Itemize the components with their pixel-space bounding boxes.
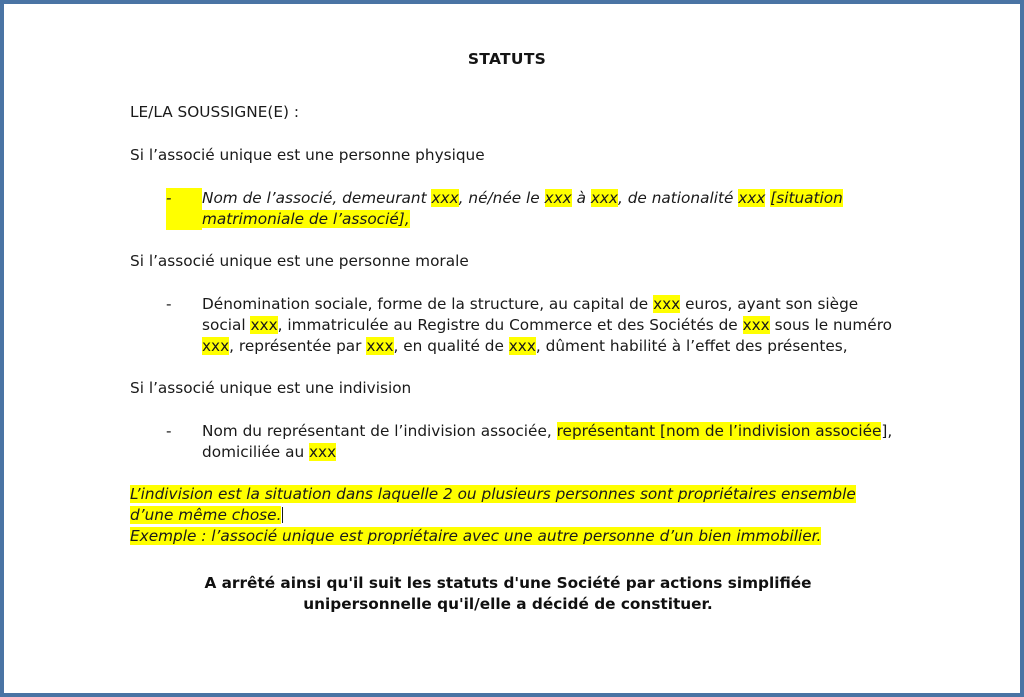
bullet-dash: - [166, 188, 202, 230]
bullet-dash: - [166, 421, 172, 440]
text-run: , représentée par [229, 336, 367, 355]
placeholder-xxx: xxx [250, 315, 278, 334]
text-run: euros, ayant son siège social [202, 294, 859, 334]
bullet-text [202, 294, 902, 357]
note-indivision [130, 484, 902, 547]
text-caret [282, 507, 283, 523]
lead-personne-physique: Si l’associé unique est une personne physique [130, 145, 485, 164]
note-line-exemple [130, 526, 902, 547]
placeholder-xxx: xxx [366, 336, 394, 355]
bullet-dash: - [166, 294, 172, 313]
text-run: , immatriculée au Registre du Commerce et des Sociétés de [277, 315, 743, 334]
note-text: Exemple : l’associé unique est propriétaire avec une autre personne d’un bien immobilier. [130, 527, 822, 546]
placeholder-xxx: xxx [508, 336, 536, 355]
bullet-personne-morale [130, 294, 902, 357]
placeholder-xxx: xxx [431, 188, 459, 207]
placeholder-xxx: xxx [590, 188, 618, 207]
text-run: , en qualité de [393, 336, 509, 355]
placeholder-xxx: xxx [202, 336, 230, 355]
bullet-personne-physique [130, 188, 902, 230]
text-run: , de nationalité [618, 188, 739, 207]
bullet-indivision [130, 421, 902, 463]
text-run: , dûment habilité à l’effet des présentes, [535, 336, 848, 355]
bullet-text [202, 188, 902, 230]
document-body [130, 50, 902, 615]
bullet-text [202, 421, 902, 463]
closing-statement [130, 573, 902, 614]
placeholder-xxx: xxx [653, 294, 681, 313]
text-run: Dénomination sociale, forme de la structure, au capital de [202, 294, 654, 313]
closing-line-2: unipersonnelle qu'il/elle a décidé de constituer. [303, 594, 713, 613]
placeholder-xxx: xxx [742, 315, 770, 334]
placeholder-nom-indivision: représentant [nom de l’indivision associée [556, 421, 882, 440]
placeholder-xxx: xxx [738, 188, 766, 207]
text-run: ], domiciliée au [202, 421, 893, 461]
note-line-definition [130, 484, 902, 526]
lead-personne-morale: Si l’associé unique est une personne morale [130, 251, 469, 270]
text-run: , né/née le [458, 188, 545, 207]
text-run: sous le numéro [769, 315, 893, 334]
placeholder-xxx: xxx [309, 442, 337, 461]
placeholder-xxx: xxx [544, 188, 572, 207]
text-run: à [571, 188, 591, 207]
lead-indivision: Si l’associé unique est une indivision [130, 378, 412, 397]
placeholder-situation-matrimoniale: [situation matrimoniale de l’associé], [202, 188, 843, 228]
note-text: L’indivision est la situation dans laquelle 2 ou plusieurs personnes sont propriétaires ensemble d’une même chose. [130, 484, 856, 525]
closing-line-1: A arrêté ainsi qu'il suit les statuts d'une Société par actions simplifiée [204, 574, 812, 593]
heading-soussigne: LE/LA SOUSSIGNE(E) : [130, 103, 299, 121]
page-title: STATUTS [467, 50, 547, 68]
text-run: Nom du représentant de l’indivision associée, [202, 421, 557, 440]
text-run: Nom de l’associé, demeurant [202, 188, 432, 207]
